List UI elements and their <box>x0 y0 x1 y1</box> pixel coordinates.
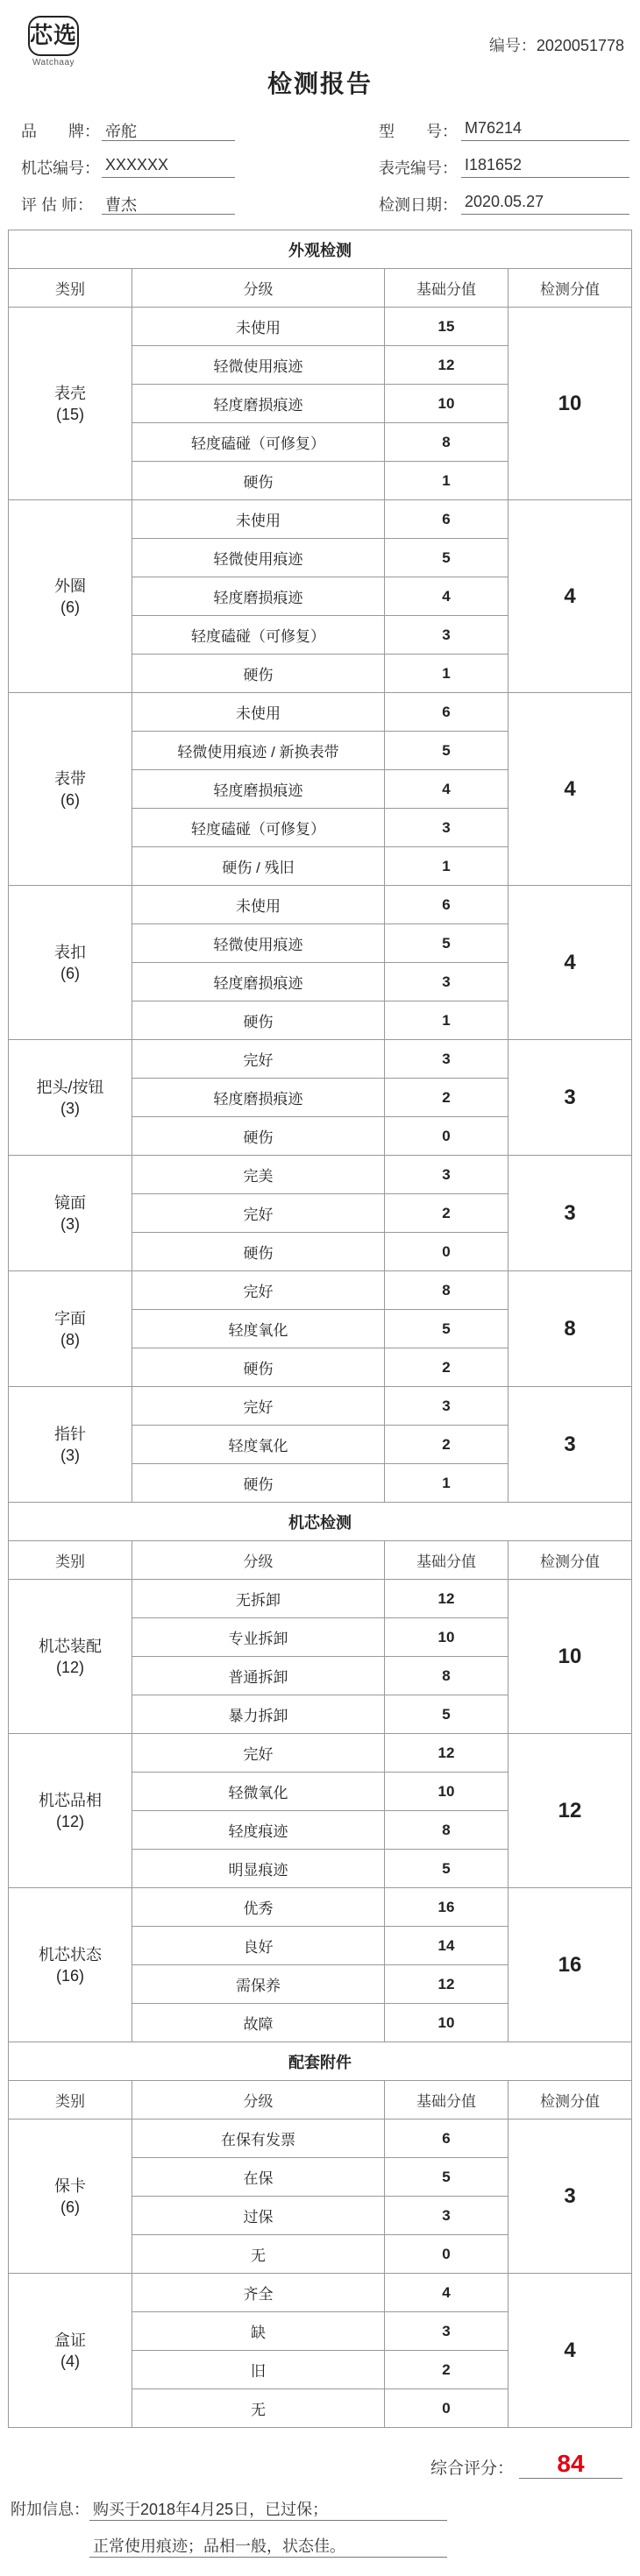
info-model-value: M76214 <box>461 119 629 141</box>
column-header-base-score: 基础分值 <box>385 1541 508 1580</box>
info-date-value: 2020.05.27 <box>461 193 629 215</box>
section-header-row <box>9 1503 632 1541</box>
category-max-score: (6) <box>60 2197 80 2216</box>
grade-cell: 在保 <box>132 2158 385 2197</box>
inspection-score-cell: 3 <box>508 1387 632 1503</box>
grade-cell: 普通拆卸 <box>132 1657 385 1695</box>
column-header-inspection-score: 检测分值 <box>508 1541 632 1580</box>
grade-cell: 轻度磨损痕迹 <box>132 1079 385 1117</box>
grade-cell: 硬伤 <box>132 655 385 693</box>
base-score-cell: 3 <box>385 2197 508 2235</box>
report-number-value: 2020051778 <box>536 37 624 54</box>
category-name: 外圈 <box>54 577 86 595</box>
category-name: 字面 <box>54 1309 86 1327</box>
info-appraiser <box>21 193 240 216</box>
category-max-score: (6) <box>60 790 80 809</box>
category-name: 机芯装配 <box>39 1637 102 1655</box>
table-row <box>9 500 632 539</box>
info-date <box>379 193 629 216</box>
base-score-cell: 1 <box>385 655 508 693</box>
grade-cell: 未使用 <box>132 886 385 924</box>
base-score-cell: 16 <box>385 1888 508 1927</box>
grade-cell: 完好 <box>132 1734 385 1773</box>
inspection-score-cell: 4 <box>508 2274 632 2428</box>
grade-cell: 轻微使用痕迹 <box>132 539 385 577</box>
grade-cell: 完好 <box>132 1387 385 1426</box>
grade-cell: 完好 <box>132 1040 385 1079</box>
category-name: 保卡 <box>54 2176 86 2195</box>
table-row <box>9 2120 632 2158</box>
info-case-label: 表壳编号： <box>379 159 458 177</box>
inspection-score-cell: 3 <box>508 2120 632 2274</box>
base-score-cell: 8 <box>385 423 508 462</box>
report-number <box>489 33 624 56</box>
column-header-category: 类别 <box>9 269 132 308</box>
grade-cell: 需保养 <box>132 1965 385 2004</box>
column-header-row <box>9 2081 632 2120</box>
grade-cell: 轻微使用痕迹 <box>132 924 385 963</box>
base-score-cell: 8 <box>385 1811 508 1850</box>
grade-cell: 轻度氧化 <box>132 1426 385 1464</box>
column-header-inspection-score: 检测分值 <box>508 2081 632 2120</box>
base-score-cell: 0 <box>385 1117 508 1156</box>
base-score-cell: 5 <box>385 1310 508 1348</box>
base-score-cell: 4 <box>385 577 508 616</box>
base-score-cell: 1 <box>385 462 508 500</box>
section-title: 机芯检测 <box>9 1503 632 1541</box>
category-max-score: (6) <box>60 964 80 982</box>
grade-cell: 未使用 <box>132 500 385 539</box>
grade-cell: 无 <box>132 2235 385 2274</box>
grade-cell: 过保 <box>132 2197 385 2235</box>
grade-cell: 完好 <box>132 1271 385 1310</box>
base-score-cell: 2 <box>385 1348 508 1387</box>
info-movement-value: XXXXXX <box>102 156 235 178</box>
category-name: 把头/按钮 <box>36 1078 104 1096</box>
grade-cell: 轻度磨损痕迹 <box>132 385 385 423</box>
base-score-cell: 10 <box>385 1618 508 1657</box>
total-score-label: 综合评分： <box>430 2459 514 2478</box>
base-score-cell: 6 <box>385 2120 508 2158</box>
table-row <box>9 1040 632 1079</box>
info-date-label: 检测日期： <box>379 196 458 214</box>
category-cell <box>9 1888 132 2042</box>
base-score-cell: 0 <box>385 2235 508 2274</box>
category-max-score: (6) <box>60 598 80 616</box>
grade-cell: 明显痕迹 <box>132 1850 385 1888</box>
grade-cell: 暴力拆卸 <box>132 1695 385 1734</box>
info-brand-label: 品 牌： <box>21 123 100 140</box>
info-appraiser-value: 曹杰 <box>102 193 235 215</box>
category-max-score: (16) <box>55 1966 84 1985</box>
grade-cell: 轻度磨损痕迹 <box>132 963 385 1001</box>
column-header-base-score: 基础分值 <box>385 269 508 308</box>
info-appraiser-label: 评 估 师： <box>21 196 94 214</box>
category-cell <box>9 2120 132 2274</box>
base-score-cell: 0 <box>385 1233 508 1271</box>
category-name: 表壳 <box>54 384 86 402</box>
base-score-cell: 5 <box>385 539 508 577</box>
base-score-cell: 4 <box>385 770 508 809</box>
column-header-row <box>9 1541 632 1580</box>
base-score-cell: 2 <box>385 2351 508 2389</box>
info-brand <box>21 119 240 142</box>
grade-cell: 轻微氧化 <box>132 1773 385 1811</box>
category-cell <box>9 1734 132 1888</box>
base-score-cell: 8 <box>385 1657 508 1695</box>
grade-cell: 优秀 <box>132 1888 385 1927</box>
category-cell <box>9 500 132 693</box>
column-header-base-score: 基础分值 <box>385 2081 508 2120</box>
info-movement-label: 机芯编号： <box>21 159 100 177</box>
column-header-category: 类别 <box>9 1541 132 1580</box>
grade-cell: 轻度磨损痕迹 <box>132 577 385 616</box>
info-case <box>379 156 629 179</box>
base-score-cell: 10 <box>385 385 508 423</box>
base-score-cell: 5 <box>385 1850 508 1888</box>
inspection-score-cell: 3 <box>508 1156 632 1271</box>
base-score-cell: 5 <box>385 924 508 963</box>
category-max-score: (12) <box>55 1658 84 1676</box>
base-score-cell: 6 <box>385 500 508 539</box>
inspection-score-cell: 4 <box>508 886 632 1040</box>
grade-cell: 未使用 <box>132 693 385 732</box>
column-header-grade: 分级 <box>132 1541 385 1580</box>
grade-cell: 完美 <box>132 1156 385 1194</box>
base-score-cell: 3 <box>385 809 508 847</box>
base-score-cell: 1 <box>385 847 508 886</box>
column-header-row <box>9 269 632 308</box>
grade-cell: 齐全 <box>132 2274 385 2312</box>
table-row <box>9 1156 632 1194</box>
category-cell <box>9 1040 132 1156</box>
grade-cell: 轻微使用痕迹 <box>132 346 385 385</box>
info-brand-value: 帝舵 <box>102 119 235 141</box>
base-score-cell: 5 <box>385 2158 508 2197</box>
table-row <box>9 1271 632 1310</box>
category-name: 指针 <box>54 1425 86 1443</box>
base-score-cell: 12 <box>385 1965 508 2004</box>
base-score-cell: 1 <box>385 1001 508 1040</box>
table-row <box>9 1888 632 1927</box>
inspection-score-cell: 16 <box>508 1888 632 2042</box>
grade-cell: 硬伤 <box>132 462 385 500</box>
table-row <box>9 1734 632 1773</box>
grade-cell: 轻度磕碰（可修复） <box>132 809 385 847</box>
base-score-cell: 4 <box>385 2274 508 2312</box>
base-score-cell: 3 <box>385 2312 508 2351</box>
total-score <box>430 2450 622 2480</box>
report-title: 检测报告 <box>267 70 373 97</box>
base-score-cell: 3 <box>385 1156 508 1194</box>
base-score-cell: 6 <box>385 886 508 924</box>
base-score-cell: 2 <box>385 1426 508 1464</box>
grade-cell: 硬伤 <box>132 1233 385 1271</box>
base-score-cell: 10 <box>385 2004 508 2042</box>
note-row-1 <box>11 2497 447 2522</box>
base-score-cell: 15 <box>385 308 508 346</box>
column-header-grade: 分级 <box>132 269 385 308</box>
grade-cell: 硬伤 <box>132 1464 385 1503</box>
column-header-inspection-score: 检测分值 <box>508 269 632 308</box>
table-row <box>9 693 632 732</box>
category-max-score: (3) <box>60 1446 80 1464</box>
base-score-cell: 1 <box>385 1464 508 1503</box>
logo-mark: 芯选 <box>28 16 79 56</box>
category-max-score: (15) <box>55 405 84 423</box>
inspection-score-cell: 12 <box>508 1734 632 1888</box>
base-score-cell: 8 <box>385 1271 508 1310</box>
base-score-cell: 3 <box>385 1040 508 1079</box>
grade-cell: 未使用 <box>132 308 385 346</box>
category-max-score: (3) <box>60 1099 80 1117</box>
grade-cell: 缺 <box>132 2312 385 2351</box>
section-header-row <box>9 2042 632 2081</box>
base-score-cell: 10 <box>385 1773 508 1811</box>
grade-cell: 完好 <box>132 1194 385 1233</box>
note-row-2 <box>89 2534 447 2558</box>
info-model-label: 型 号： <box>379 123 458 140</box>
category-max-score: (8) <box>60 1330 80 1348</box>
table-row <box>9 308 632 346</box>
note-line-1: 购买于2018年4月25日，已过保； <box>89 2497 447 2521</box>
grade-cell: 硬伤 <box>132 1348 385 1387</box>
category-max-score: (12) <box>55 1812 84 1830</box>
category-name: 镜面 <box>54 1193 86 1212</box>
category-cell <box>9 693 132 886</box>
grade-cell: 无拆卸 <box>132 1580 385 1618</box>
category-name: 机芯品相 <box>39 1791 102 1809</box>
table-row <box>9 1580 632 1618</box>
grade-cell: 硬伤 <box>132 1117 385 1156</box>
category-name: 表扣 <box>54 943 86 961</box>
grade-cell: 轻度氧化 <box>132 1310 385 1348</box>
category-cell <box>9 2274 132 2428</box>
column-header-category: 类别 <box>9 2081 132 2120</box>
category-name: 盒证 <box>54 2331 86 2349</box>
grade-cell: 轻微使用痕迹 / 新换表带 <box>132 732 385 770</box>
grade-cell: 在保有发票 <box>132 2120 385 2158</box>
inspection-table <box>8 230 632 2428</box>
grade-cell: 轻度磕碰（可修复） <box>132 616 385 655</box>
grade-cell: 故障 <box>132 2004 385 2042</box>
base-score-cell: 0 <box>385 2389 508 2428</box>
grade-cell: 良好 <box>132 1927 385 1965</box>
inspection-score-cell: 10 <box>508 308 632 500</box>
base-score-cell: 12 <box>385 346 508 385</box>
inspection-score-cell: 8 <box>508 1271 632 1387</box>
info-movement <box>21 156 240 179</box>
grade-cell: 轻度磕碰（可修复） <box>132 423 385 462</box>
grade-cell: 轻度磨损痕迹 <box>132 770 385 809</box>
brand-logo <box>21 16 89 65</box>
category-cell <box>9 1156 132 1271</box>
base-score-cell: 5 <box>385 732 508 770</box>
total-score-value: 84 <box>519 2450 622 2479</box>
category-name: 表带 <box>54 769 86 788</box>
category-max-score: (3) <box>60 1214 80 1233</box>
section-header-row <box>9 230 632 269</box>
base-score-cell: 12 <box>385 1580 508 1618</box>
base-score-cell: 6 <box>385 693 508 732</box>
base-score-cell: 3 <box>385 616 508 655</box>
category-cell <box>9 1580 132 1734</box>
grade-cell: 硬伤 <box>132 1001 385 1040</box>
category-cell <box>9 1271 132 1387</box>
info-case-value: I181652 <box>461 156 629 178</box>
inspection-score-cell: 10 <box>508 1580 632 1734</box>
report-number-label: 编号： <box>488 37 537 54</box>
base-score-cell: 3 <box>385 1387 508 1426</box>
base-score-cell: 3 <box>385 963 508 1001</box>
column-header-grade: 分级 <box>132 2081 385 2120</box>
table-row <box>9 1387 632 1426</box>
category-max-score: (4) <box>60 2352 80 2370</box>
inspection-score-cell: 4 <box>508 693 632 886</box>
category-cell <box>9 886 132 1040</box>
section-title: 外观检测 <box>9 230 632 269</box>
base-score-cell: 5 <box>385 1695 508 1734</box>
note-line-2: 正常使用痕迹；品相一般，状态佳。 <box>89 2534 447 2558</box>
info-model <box>379 119 629 142</box>
section-title: 配套附件 <box>9 2042 632 2081</box>
note-label: 附加信息： <box>11 2501 89 2518</box>
base-score-cell: 2 <box>385 1079 508 1117</box>
logo-subtitle: Watchaay <box>32 58 75 67</box>
table-row <box>9 886 632 924</box>
category-cell <box>9 308 132 500</box>
base-score-cell: 2 <box>385 1194 508 1233</box>
grade-cell: 硬伤 / 残旧 <box>132 847 385 886</box>
category-name: 机芯状态 <box>39 1945 102 1964</box>
table-row <box>9 2274 632 2312</box>
base-score-cell: 14 <box>385 1927 508 1965</box>
inspection-score-cell: 4 <box>508 500 632 693</box>
inspection-score-cell: 3 <box>508 1040 632 1156</box>
grade-cell: 轻度痕迹 <box>132 1811 385 1850</box>
grade-cell: 专业拆卸 <box>132 1618 385 1657</box>
grade-cell: 无 <box>132 2389 385 2428</box>
category-cell <box>9 1387 132 1503</box>
grade-cell: 旧 <box>132 2351 385 2389</box>
base-score-cell: 12 <box>385 1734 508 1773</box>
